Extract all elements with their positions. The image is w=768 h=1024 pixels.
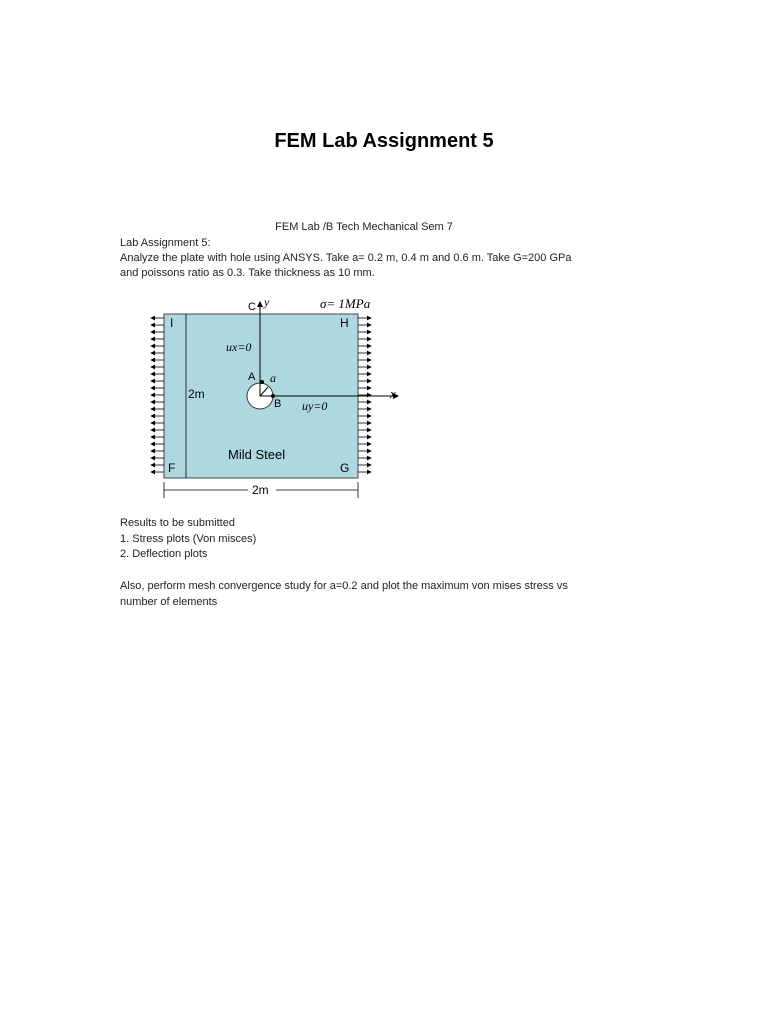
convergence-line-2: number of elements bbox=[120, 596, 218, 608]
document-title: FEM Lab Assignment 5 bbox=[274, 130, 494, 152]
label-y: y bbox=[264, 295, 270, 309]
description-line-2: and poissons ratio as 0.3. Take thickness as 10 mm. bbox=[120, 267, 375, 279]
label-a-radius: a bbox=[270, 371, 276, 385]
results-item-1: 1. Stress plots (Von misces) bbox=[120, 533, 257, 545]
course-subheading: FEM Lab /B Tech Mechanical Sem 7 bbox=[275, 221, 453, 233]
label-f: F bbox=[168, 461, 176, 475]
description-line-1: Analyze the plate with hole using ANSYS. Take a= 0.2 m, 0.4 m and 0.6 m. Take G=200 GPa bbox=[120, 252, 572, 264]
label-a: A bbox=[248, 371, 256, 383]
results-item-2: 2. Deflection plots bbox=[120, 548, 208, 560]
label-h: H bbox=[340, 316, 349, 330]
label-b: B bbox=[274, 398, 282, 410]
point-a-marker bbox=[260, 380, 264, 384]
results-heading: Results to be submitted bbox=[120, 517, 235, 529]
left-traction-arrows bbox=[151, 318, 164, 472]
material-label: Mild Steel bbox=[228, 447, 286, 462]
assignment-label: Lab Assignment 5: bbox=[120, 237, 211, 249]
uy-label: uy=0 bbox=[302, 399, 328, 413]
plate-with-hole-diagram bbox=[140, 294, 410, 504]
height-label: 2m bbox=[188, 387, 205, 401]
ux-label: ux=0 bbox=[226, 340, 252, 354]
label-x: x bbox=[390, 386, 396, 401]
right-traction-arrows bbox=[358, 318, 371, 472]
label-c: C bbox=[248, 301, 256, 313]
label-i: I bbox=[170, 316, 174, 330]
stress-label: σ= 1MPa bbox=[320, 296, 371, 311]
width-label: 2m bbox=[252, 483, 269, 497]
label-g: G bbox=[340, 461, 350, 475]
convergence-line-1: Also, perform mesh convergence study for a=0.2 and plot the maximum von mises stress vs bbox=[120, 580, 568, 592]
